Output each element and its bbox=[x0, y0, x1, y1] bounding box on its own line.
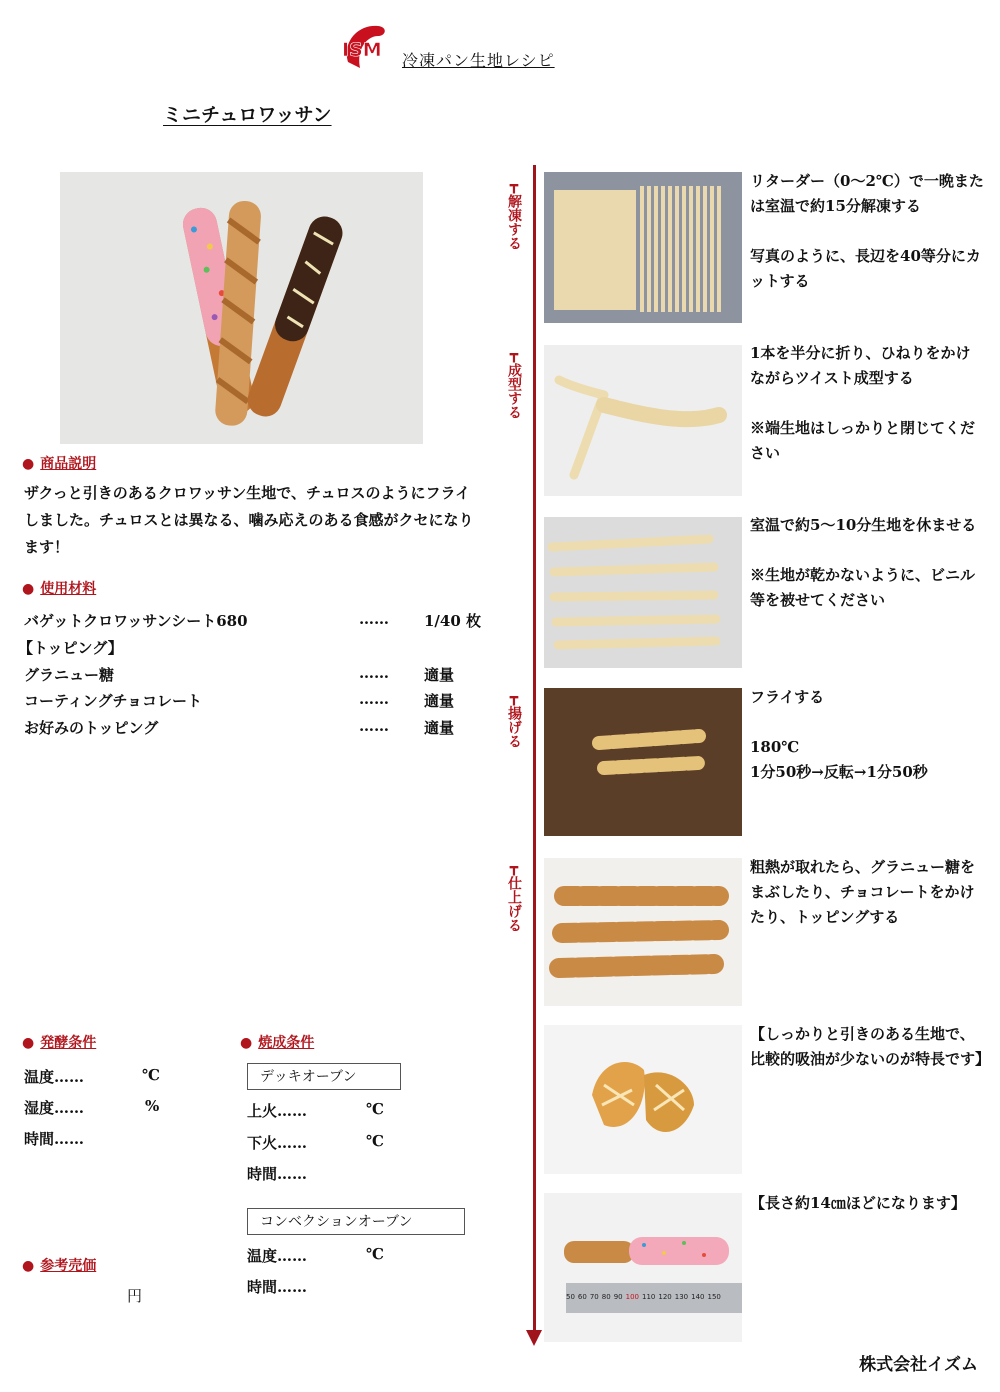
ruler-tick-label: 150 bbox=[707, 1293, 721, 1301]
company-logo bbox=[338, 22, 400, 78]
step-photo-shape bbox=[544, 345, 742, 496]
phase-label: 成型する bbox=[506, 363, 522, 419]
step-text-shape bbox=[750, 341, 985, 466]
step-photo-thaw bbox=[544, 172, 742, 323]
bullet-icon: ● bbox=[22, 456, 35, 472]
material-row bbox=[24, 664, 494, 691]
material-qty: 1/40 枚 bbox=[424, 612, 482, 630]
phase-marker-icon: ┳ bbox=[509, 347, 519, 363]
material-qty: 適量 bbox=[424, 666, 455, 684]
fermentation-heading: ● 発酵条件 bbox=[22, 1035, 97, 1051]
ruler-tick-label: 80 bbox=[601, 1293, 611, 1301]
step-line: 1分50秒→反転→1分50秒 bbox=[750, 763, 928, 781]
step-photo-finish bbox=[544, 858, 742, 1006]
timeline-line bbox=[533, 165, 536, 1330]
deck-time-label: 時間…… bbox=[247, 1165, 308, 1183]
ruler-ticks bbox=[566, 1293, 742, 1307]
phase-marker-icon: ┳ bbox=[509, 860, 519, 876]
ruler-tick-label: 110 bbox=[641, 1293, 656, 1301]
phase-thaw bbox=[504, 178, 524, 250]
step-text-fry bbox=[750, 685, 985, 785]
material-row bbox=[24, 690, 494, 717]
ruler-tick-label: 100 bbox=[625, 1293, 639, 1301]
ruler-tick-label: 70 bbox=[589, 1293, 599, 1301]
material-qty: 適量 bbox=[424, 719, 455, 737]
step-line: 写真のように、長辺を40等分にカットする bbox=[750, 247, 981, 290]
material-name: コーティングチョコレート bbox=[24, 692, 203, 710]
product-photo bbox=[60, 172, 423, 444]
header-title: 冷凍パン生地レシピ bbox=[402, 51, 555, 70]
ruler-tick-label: 130 bbox=[674, 1293, 689, 1301]
step-text-crosssection bbox=[750, 1022, 991, 1072]
material-qty: 適量 bbox=[424, 692, 455, 710]
product-description: ザクっと引きのあるクロワッサン生地で、チュロスのようにフライしました。チュロスとは異なる、噛み応えのある食感がクセになります！ bbox=[24, 484, 474, 556]
fermentation-humidity-unit: % bbox=[145, 1097, 160, 1115]
step-line: 【長さ約14㎝ほどになります】 bbox=[750, 1194, 966, 1212]
top-heat-unit: ℃ bbox=[366, 1100, 384, 1118]
convection-time-label: 時間…… bbox=[247, 1278, 308, 1296]
material-dots: …… bbox=[359, 690, 389, 708]
step-line: 180℃ bbox=[750, 738, 800, 756]
step-photo-rest bbox=[544, 517, 742, 668]
price-unit: 円 bbox=[127, 1287, 143, 1305]
svg-text:ISM: ISM bbox=[342, 39, 382, 61]
recipe-title: ミニチュロワッサン bbox=[163, 104, 332, 126]
material-dots: …… bbox=[359, 664, 389, 682]
phase-label: 揚げる bbox=[506, 706, 522, 748]
convection-oven-label: コンベクションオーブン bbox=[247, 1208, 465, 1235]
deck-oven-label: デッキオーブン bbox=[247, 1063, 401, 1090]
fermentation-temp-label: 温度…… bbox=[24, 1068, 85, 1086]
bullet-icon: ● bbox=[240, 1035, 253, 1051]
ruler-tick-label: 120 bbox=[658, 1293, 672, 1301]
phase-fry bbox=[504, 690, 524, 748]
materials-heading: ● 使用材料 bbox=[22, 581, 97, 597]
step-line: ※端生地はしっかりと閉じてください bbox=[750, 419, 976, 462]
fermentation-temp-unit: ℃ bbox=[142, 1066, 160, 1084]
step-line: 室温で約5～10分生地を休ませる bbox=[750, 516, 977, 534]
material-name: お好みのトッピング bbox=[24, 719, 159, 737]
top-heat-label: 上火…… bbox=[247, 1102, 308, 1120]
step-photo-length bbox=[544, 1193, 742, 1342]
bottom-heat-label: 下火…… bbox=[247, 1134, 308, 1152]
step-text-rest bbox=[750, 513, 985, 613]
material-row bbox=[24, 610, 494, 637]
ruler-tick-label: 90 bbox=[613, 1293, 623, 1301]
step-line: 粗熱が取れたら、グラニュー糖をまぶしたり、チョコレートをかけたり、トッピングする bbox=[750, 858, 976, 926]
description-heading: ● 商品説明 bbox=[22, 456, 97, 472]
material-dots: …… bbox=[359, 610, 389, 628]
company-name: 株式会社イズム bbox=[859, 1355, 978, 1375]
phase-finish bbox=[504, 860, 524, 932]
ruler-tick-label: 50 bbox=[566, 1293, 575, 1301]
step-line: フライする bbox=[750, 688, 825, 706]
fermentation-time-label: 時間…… bbox=[24, 1130, 85, 1148]
material-dots: …… bbox=[359, 717, 389, 735]
timeline-arrow-icon bbox=[526, 1330, 542, 1346]
bullet-icon: ● bbox=[22, 1258, 35, 1274]
phase-label: 解凍する bbox=[506, 194, 522, 250]
step-photo-crosssection bbox=[544, 1025, 742, 1174]
ruler-tick-label: 60 bbox=[577, 1293, 587, 1301]
phase-marker-icon: ┳ bbox=[509, 690, 519, 706]
price-heading: ● 参考売価 bbox=[22, 1258, 97, 1274]
baking-heading: ● 焼成条件 bbox=[240, 1035, 315, 1051]
convection-temp-label: 温度…… bbox=[247, 1247, 308, 1265]
phase-marker-icon: ┳ bbox=[509, 178, 519, 194]
step-text-finish bbox=[750, 855, 985, 930]
convection-temp-unit: ℃ bbox=[366, 1245, 384, 1263]
step-photo-fry bbox=[544, 688, 742, 836]
step-line: ※生地が乾かないように、ビニル等を被せてください bbox=[750, 566, 976, 609]
step-text-length bbox=[750, 1191, 985, 1216]
material-name: バゲットクロワッサンシート680 bbox=[24, 612, 248, 630]
phase-label: 仕上げる bbox=[506, 876, 522, 932]
bottom-heat-unit: ℃ bbox=[366, 1132, 384, 1150]
material-name: グラニュー糖 bbox=[24, 666, 115, 684]
step-line: 1本を半分に折り、ひねりをかけながらツイスト成型する bbox=[750, 344, 971, 387]
fermentation-humidity-label: 湿度…… bbox=[24, 1099, 85, 1117]
phase-shape bbox=[504, 347, 524, 419]
bullet-icon: ● bbox=[22, 581, 35, 597]
bullet-icon: ● bbox=[22, 1035, 35, 1051]
step-line: 【しっかりと引きのある生地で、比較的吸油が少ないのが特長です】 bbox=[750, 1025, 991, 1068]
material-row bbox=[18, 637, 494, 664]
ruler-tick-label: 140 bbox=[691, 1293, 705, 1301]
step-text-thaw bbox=[750, 169, 985, 294]
material-row bbox=[24, 717, 494, 744]
material-name: 【トッピング】 bbox=[18, 639, 123, 657]
step-line: リターダー（0～2℃）で一晩または室温で約15分解凍する bbox=[750, 172, 984, 215]
